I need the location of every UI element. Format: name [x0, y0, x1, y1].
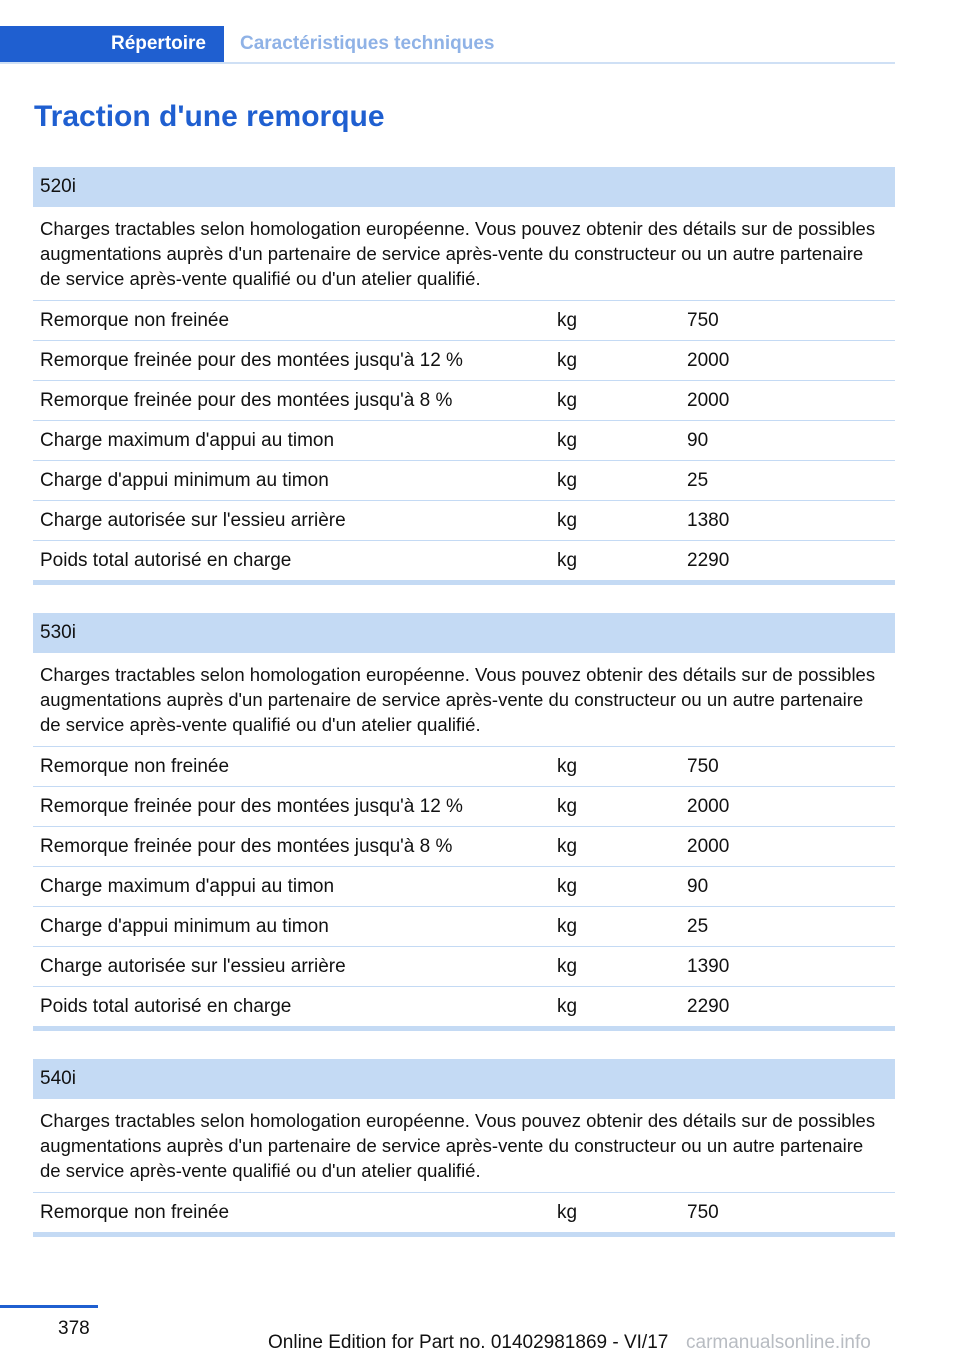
row-unit: kg	[557, 795, 578, 817]
table-description: Charges tractables selon homologation européenne. Vous pouvez obtenir des détails sur de possibles augmentations auprès d'un partenaire de service après-vente du constructeur ou un autre partenaire de service après-vente qualifié ou d'un atelier qualifié.	[33, 1099, 895, 1193]
spec-table-2	[33, 1059, 895, 1237]
row-value: 1390	[687, 955, 730, 977]
model-header: 520i	[33, 167, 895, 207]
table-row	[33, 987, 895, 1027]
tab-repertoire[interactable]: Répertoire	[0, 26, 224, 62]
row-value: 90	[687, 875, 709, 897]
row-label: Poids total autorisé en charge	[40, 549, 292, 571]
row-value: 2000	[687, 835, 730, 857]
row-label: Remorque non freinée	[40, 309, 230, 331]
table-row	[33, 947, 895, 987]
row-value: 2290	[687, 549, 730, 571]
spec-table-0	[33, 167, 895, 585]
row-value: 2290	[687, 995, 730, 1017]
table-row	[33, 421, 895, 461]
row-value: 90	[687, 429, 709, 451]
row-unit: kg	[557, 549, 578, 571]
table-description: Charges tractables selon homologation européenne. Vous pouvez obtenir des détails sur de possibles augmentations auprès d'un partenaire de service après-vente du constructeur ou un autre partenaire de service après-vente qualifié ou d'un atelier qualifié.	[33, 653, 895, 747]
table-row	[33, 341, 895, 381]
row-label: Remorque non freinée	[40, 755, 230, 777]
row-value: 2000	[687, 795, 730, 817]
row-value: 750	[687, 309, 719, 331]
model-header: 530i	[33, 613, 895, 653]
spec-tables	[33, 167, 895, 1265]
row-label: Charge maximum d'appui au timon	[40, 875, 335, 897]
table-row	[33, 501, 895, 541]
table-end-rule	[33, 1233, 895, 1237]
page-number: 378	[58, 1318, 90, 1339]
row-label: Remorque non freinée	[40, 1201, 230, 1223]
row-unit: kg	[557, 429, 578, 451]
row-value: 2000	[687, 389, 730, 411]
table-end-rule	[33, 1027, 895, 1031]
row-label: Charge d'appui minimum au timon	[40, 915, 329, 937]
row-unit: kg	[557, 349, 578, 371]
row-value: 750	[687, 755, 719, 777]
table-row	[33, 381, 895, 421]
header-tabbar	[0, 26, 895, 64]
row-unit: kg	[557, 835, 578, 857]
row-value: 25	[687, 469, 709, 491]
spec-table-1	[33, 613, 895, 1031]
row-unit: kg	[557, 875, 578, 897]
row-unit: kg	[557, 389, 578, 411]
row-unit: kg	[557, 469, 578, 491]
row-unit: kg	[557, 1201, 578, 1223]
table-row	[33, 301, 895, 341]
model-header: 540i	[33, 1059, 895, 1099]
tab-caracteristiques-techniques[interactable]: Caractéristiques techniques	[240, 33, 495, 54]
table-row	[33, 747, 895, 787]
row-label: Charge autorisée sur l'essieu arrière	[40, 509, 346, 531]
table-row	[33, 541, 895, 581]
table-row	[33, 867, 895, 907]
row-value: 2000	[687, 349, 730, 371]
row-unit: kg	[557, 955, 578, 977]
table-end-rule	[33, 581, 895, 585]
table-row	[33, 907, 895, 947]
row-label: Charge autorisée sur l'essieu arrière	[40, 955, 346, 977]
table-description: Charges tractables selon homologation européenne. Vous pouvez obtenir des détails sur de possibles augmentations auprès d'un partenaire de service après-vente du constructeur ou un autre partenaire de service après-vente qualifié ou d'un atelier qualifié.	[33, 207, 895, 301]
footer-accent-line	[0, 1305, 98, 1308]
row-value: 1380	[687, 509, 730, 531]
table-row	[33, 461, 895, 501]
edition-label: Online Edition for Part no. 01402981869 - VI/17	[268, 1332, 669, 1353]
watermark: carmanualsonline.info	[686, 1332, 871, 1353]
row-label: Remorque freinée pour des montées jusqu'à 8 %	[40, 835, 453, 857]
row-label: Remorque freinée pour des montées jusqu'à 8 %	[40, 389, 453, 411]
row-label: Charge maximum d'appui au timon	[40, 429, 335, 451]
page-title: Traction d'une remorque	[34, 100, 385, 133]
row-unit: kg	[557, 509, 578, 531]
row-unit: kg	[557, 755, 578, 777]
row-value: 25	[687, 915, 709, 937]
row-label: Poids total autorisé en charge	[40, 995, 292, 1017]
row-label: Remorque freinée pour des montées jusqu'à 12 %	[40, 795, 463, 817]
row-unit: kg	[557, 995, 578, 1017]
row-value: 750	[687, 1201, 719, 1223]
row-label: Remorque freinée pour des montées jusqu'à 12 %	[40, 349, 463, 371]
row-label: Charge d'appui minimum au timon	[40, 469, 329, 491]
table-row	[33, 827, 895, 867]
row-unit: kg	[557, 915, 578, 937]
table-row	[33, 787, 895, 827]
table-row	[33, 1193, 895, 1233]
row-unit: kg	[557, 309, 578, 331]
